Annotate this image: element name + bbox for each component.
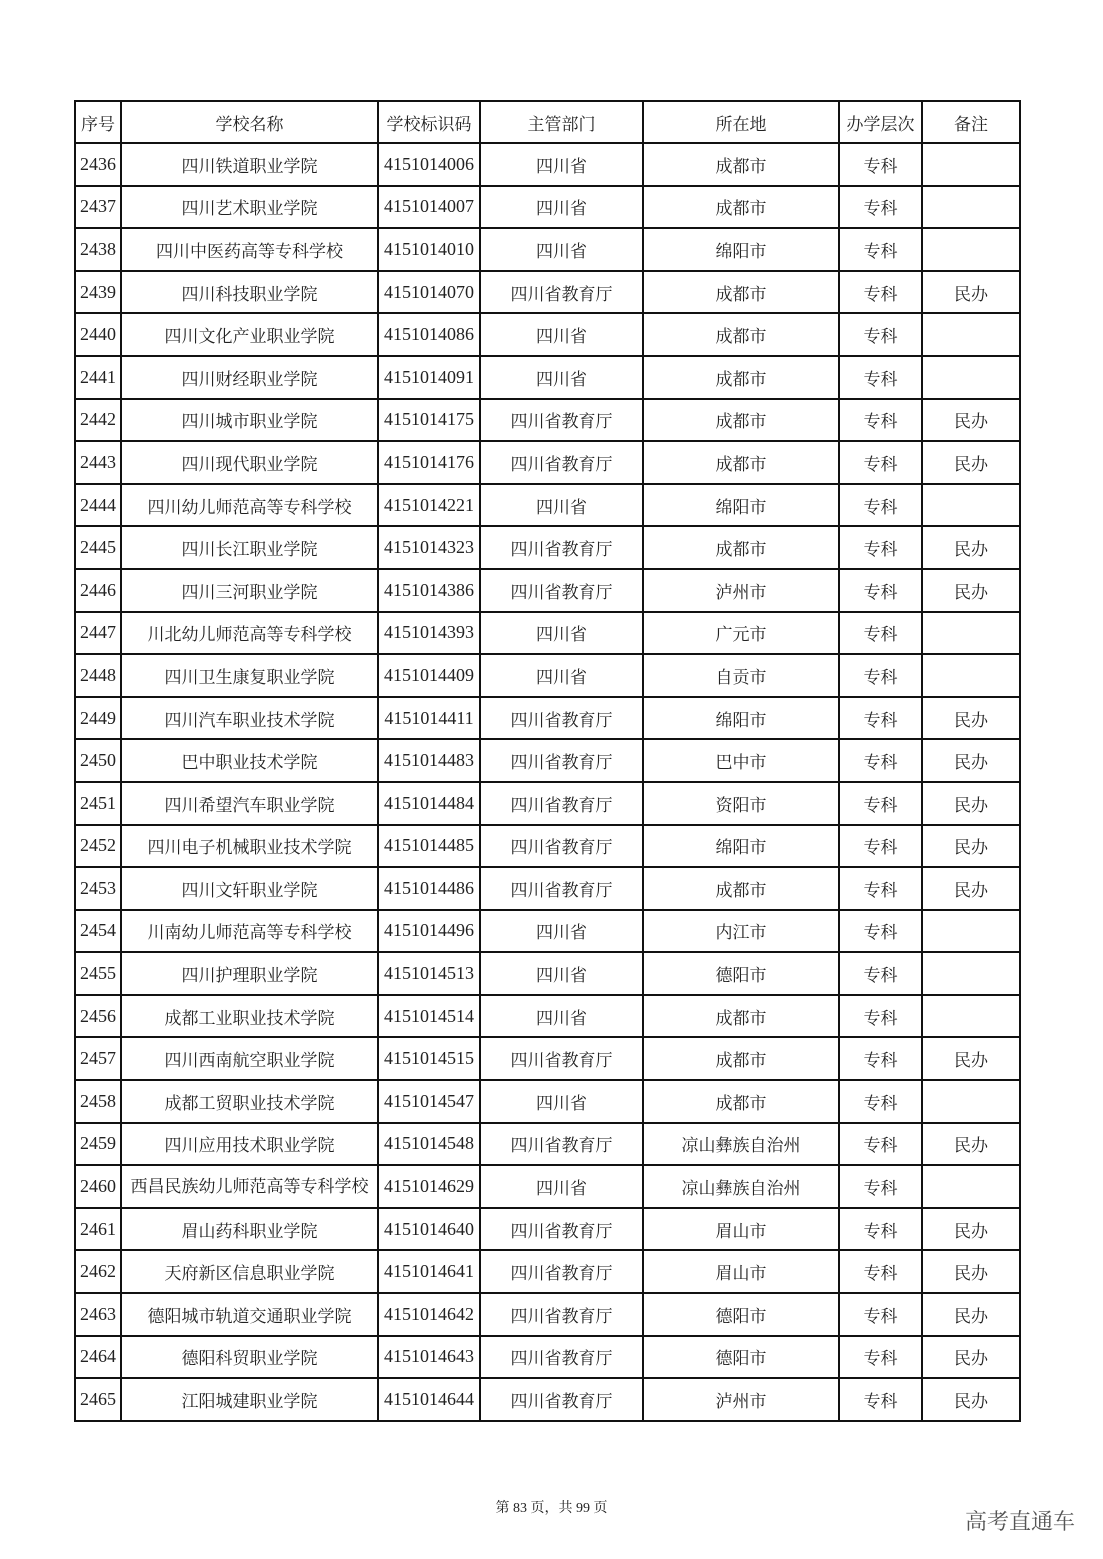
cell-name: 德阳城市轨道交通职业学院	[121, 1293, 378, 1336]
cell-note: 民办	[922, 271, 1020, 314]
header-no: 序号	[75, 101, 121, 143]
cell-location: 德阳市	[643, 1336, 839, 1379]
cell-location: 巴中市	[643, 739, 839, 782]
cell-level: 专科	[839, 526, 922, 569]
cell-location: 眉山市	[643, 1208, 839, 1251]
table-row	[75, 612, 1020, 655]
table-row	[75, 995, 1020, 1038]
cell-code: 4151014007	[378, 186, 480, 229]
table-row	[75, 143, 1020, 186]
cell-code: 4151014483	[378, 739, 480, 782]
table-row	[75, 1123, 1020, 1166]
cell-note: 民办	[922, 825, 1020, 868]
cell-level: 专科	[839, 1123, 922, 1166]
table-row	[75, 1208, 1020, 1251]
cell-no: 2441	[75, 356, 121, 399]
cell-note	[922, 484, 1020, 527]
cell-no: 2454	[75, 910, 121, 953]
cell-note: 民办	[922, 1037, 1020, 1080]
cell-no: 2456	[75, 995, 121, 1038]
cell-level: 专科	[839, 1165, 922, 1208]
cell-location: 成都市	[643, 399, 839, 442]
cell-name: 川北幼儿师范高等专科学校	[121, 612, 378, 655]
cell-level: 专科	[839, 782, 922, 825]
cell-name: 四川长江职业学院	[121, 526, 378, 569]
cell-note: 民办	[922, 697, 1020, 740]
cell-code: 4151014393	[378, 612, 480, 655]
table-row	[75, 441, 1020, 484]
cell-code: 4151014091	[378, 356, 480, 399]
cell-level: 专科	[839, 441, 922, 484]
table-row	[75, 825, 1020, 868]
cell-note	[922, 952, 1020, 995]
cell-level: 专科	[839, 1037, 922, 1080]
cell-name: 川南幼儿师范高等专科学校	[121, 910, 378, 953]
cell-no: 2450	[75, 739, 121, 782]
header-location: 所在地	[643, 101, 839, 143]
table-header-row	[75, 101, 1020, 143]
cell-no: 2458	[75, 1080, 121, 1123]
cell-name: 四川应用技术职业学院	[121, 1123, 378, 1166]
cell-code: 4151014640	[378, 1208, 480, 1251]
cell-no: 2446	[75, 569, 121, 612]
cell-location: 广元市	[643, 612, 839, 655]
watermark: 高考直通车	[964, 1510, 1075, 1535]
cell-location: 绵阳市	[643, 484, 839, 527]
cell-location: 泸州市	[643, 1378, 839, 1421]
cell-dept: 四川省教育厅	[480, 399, 643, 442]
table-row	[75, 1165, 1020, 1208]
cell-name: 四川电子机械职业技术学院	[121, 825, 378, 868]
cell-no: 2453	[75, 867, 121, 910]
cell-dept: 四川省教育厅	[480, 825, 643, 868]
cell-code: 4151014411	[378, 697, 480, 740]
cell-note: 民办	[922, 1293, 1020, 1336]
cell-note	[922, 143, 1020, 186]
cell-level: 专科	[839, 952, 922, 995]
cell-code: 4151014006	[378, 143, 480, 186]
cell-level: 专科	[839, 356, 922, 399]
cell-dept: 四川省教育厅	[480, 441, 643, 484]
cell-no: 2463	[75, 1293, 121, 1336]
cell-dept: 四川省教育厅	[480, 1123, 643, 1166]
cell-name: 四川汽车职业技术学院	[121, 697, 378, 740]
cell-location: 成都市	[643, 441, 839, 484]
cell-location: 德阳市	[643, 1293, 839, 1336]
table-row	[75, 271, 1020, 314]
table-row	[75, 569, 1020, 612]
cell-name: 四川幼儿师范高等专科学校	[121, 484, 378, 527]
cell-level: 专科	[839, 1336, 922, 1379]
cell-name: 成都工贸职业技术学院	[121, 1080, 378, 1123]
table-row	[75, 739, 1020, 782]
cell-level: 专科	[839, 612, 922, 655]
cell-location: 德阳市	[643, 952, 839, 995]
cell-level: 专科	[839, 910, 922, 953]
cell-no: 2440	[75, 313, 121, 356]
cell-code: 4151014642	[378, 1293, 480, 1336]
cell-no: 2436	[75, 143, 121, 186]
cell-dept: 四川省教育厅	[480, 867, 643, 910]
table-row	[75, 1037, 1020, 1080]
cell-code: 4151014221	[378, 484, 480, 527]
cell-no: 2438	[75, 228, 121, 271]
cell-location: 成都市	[643, 1037, 839, 1080]
cell-note	[922, 910, 1020, 953]
cell-no: 2439	[75, 271, 121, 314]
table-row	[75, 313, 1020, 356]
cell-name: 眉山药科职业学院	[121, 1208, 378, 1251]
cell-code: 4151014515	[378, 1037, 480, 1080]
cell-location: 成都市	[643, 1080, 839, 1123]
cell-no: 2462	[75, 1250, 121, 1293]
cell-name: 德阳科贸职业学院	[121, 1336, 378, 1379]
table-row	[75, 356, 1020, 399]
table-row	[75, 1293, 1020, 1336]
cell-dept: 四川省	[480, 654, 643, 697]
header-note: 备注	[922, 101, 1020, 143]
cell-dept: 四川省教育厅	[480, 1208, 643, 1251]
cell-note	[922, 186, 1020, 229]
cell-location: 成都市	[643, 995, 839, 1038]
cell-location: 泸州市	[643, 569, 839, 612]
header-level: 办学层次	[839, 101, 922, 143]
cell-dept: 四川省教育厅	[480, 1250, 643, 1293]
cell-location: 成都市	[643, 313, 839, 356]
cell-location: 凉山彝族自治州	[643, 1123, 839, 1166]
cell-code: 4151014485	[378, 825, 480, 868]
cell-location: 绵阳市	[643, 228, 839, 271]
cell-location: 成都市	[643, 271, 839, 314]
page-footer: 第 83 页，共 99 页	[495, 1501, 608, 1516]
cell-note: 民办	[922, 782, 1020, 825]
cell-dept: 四川省教育厅	[480, 526, 643, 569]
cell-level: 专科	[839, 697, 922, 740]
cell-dept: 四川省教育厅	[480, 1293, 643, 1336]
cell-code: 4151014323	[378, 526, 480, 569]
cell-code: 4151014496	[378, 910, 480, 953]
cell-name: 四川卫生康复职业学院	[121, 654, 378, 697]
cell-name: 四川文轩职业学院	[121, 867, 378, 910]
cell-dept: 四川省	[480, 952, 643, 995]
cell-note: 民办	[922, 1378, 1020, 1421]
header-name: 学校名称	[121, 101, 378, 143]
table-row	[75, 697, 1020, 740]
cell-note	[922, 612, 1020, 655]
cell-code: 4151014643	[378, 1336, 480, 1379]
cell-dept: 四川省	[480, 313, 643, 356]
cell-location: 绵阳市	[643, 825, 839, 868]
cell-name: 四川艺术职业学院	[121, 186, 378, 229]
cell-note: 民办	[922, 441, 1020, 484]
cell-level: 专科	[839, 186, 922, 229]
cell-code: 4151014175	[378, 399, 480, 442]
cell-code: 4151014086	[378, 313, 480, 356]
cell-location: 成都市	[643, 867, 839, 910]
cell-no: 2460	[75, 1165, 121, 1208]
cell-note	[922, 995, 1020, 1038]
table-row	[75, 228, 1020, 271]
cell-dept: 四川省	[480, 612, 643, 655]
cell-level: 专科	[839, 569, 922, 612]
cell-no: 2447	[75, 612, 121, 655]
cell-no: 2465	[75, 1378, 121, 1421]
cell-no: 2455	[75, 952, 121, 995]
cell-dept: 四川省	[480, 356, 643, 399]
cell-no: 2445	[75, 526, 121, 569]
cell-note: 民办	[922, 399, 1020, 442]
cell-name: 天府新区信息职业学院	[121, 1250, 378, 1293]
cell-code: 4151014644	[378, 1378, 480, 1421]
table-row	[75, 399, 1020, 442]
cell-note	[922, 313, 1020, 356]
cell-note: 民办	[922, 739, 1020, 782]
cell-location: 成都市	[643, 186, 839, 229]
table-body	[75, 143, 1020, 1421]
cell-name: 四川现代职业学院	[121, 441, 378, 484]
cell-code: 4151014547	[378, 1080, 480, 1123]
cell-name: 四川中医药高等专科学校	[121, 228, 378, 271]
cell-note	[922, 1080, 1020, 1123]
cell-no: 2444	[75, 484, 121, 527]
cell-note: 民办	[922, 1123, 1020, 1166]
table-row	[75, 910, 1020, 953]
cell-level: 专科	[839, 739, 922, 782]
cell-no: 2437	[75, 186, 121, 229]
cell-location: 眉山市	[643, 1250, 839, 1293]
cell-no: 2457	[75, 1037, 121, 1080]
table-row	[75, 1250, 1020, 1293]
cell-note: 民办	[922, 526, 1020, 569]
cell-dept: 四川省教育厅	[480, 1037, 643, 1080]
cell-dept: 四川省	[480, 228, 643, 271]
cell-location: 自贡市	[643, 654, 839, 697]
cell-note	[922, 654, 1020, 697]
header-dept: 主管部门	[480, 101, 643, 143]
cell-dept: 四川省教育厅	[480, 782, 643, 825]
cell-dept: 四川省教育厅	[480, 1336, 643, 1379]
cell-level: 专科	[839, 484, 922, 527]
table-row	[75, 654, 1020, 697]
cell-dept: 四川省教育厅	[480, 569, 643, 612]
cell-dept: 四川省	[480, 484, 643, 527]
table-row	[75, 1080, 1020, 1123]
cell-name: 西昌民族幼儿师范高等专科学校	[121, 1165, 378, 1208]
table-row	[75, 484, 1020, 527]
cell-code: 4151014548	[378, 1123, 480, 1166]
cell-dept: 四川省	[480, 143, 643, 186]
cell-name: 四川城市职业学院	[121, 399, 378, 442]
cell-code: 4151014486	[378, 867, 480, 910]
cell-location: 凉山彝族自治州	[643, 1165, 839, 1208]
cell-no: 2449	[75, 697, 121, 740]
cell-level: 专科	[839, 313, 922, 356]
cell-no: 2451	[75, 782, 121, 825]
cell-level: 专科	[839, 995, 922, 1038]
cell-dept: 四川省	[480, 910, 643, 953]
table-row	[75, 952, 1020, 995]
cell-level: 专科	[839, 825, 922, 868]
cell-location: 内江市	[643, 910, 839, 953]
table-row	[75, 867, 1020, 910]
table-row	[75, 782, 1020, 825]
cell-level: 专科	[839, 1293, 922, 1336]
cell-code: 4151014641	[378, 1250, 480, 1293]
cell-level: 专科	[839, 143, 922, 186]
cell-note: 民办	[922, 1250, 1020, 1293]
table-row	[75, 1378, 1020, 1421]
cell-level: 专科	[839, 654, 922, 697]
cell-level: 专科	[839, 399, 922, 442]
cell-name: 四川西南航空职业学院	[121, 1037, 378, 1080]
cell-code: 4151014010	[378, 228, 480, 271]
cell-name: 巴中职业技术学院	[121, 739, 378, 782]
cell-dept: 四川省教育厅	[480, 697, 643, 740]
cell-no: 2442	[75, 399, 121, 442]
cell-code: 4151014386	[378, 569, 480, 612]
cell-code: 4151014484	[378, 782, 480, 825]
cell-note: 民办	[922, 867, 1020, 910]
cell-dept: 四川省	[480, 995, 643, 1038]
cell-code: 4151014070	[378, 271, 480, 314]
cell-code: 4151014629	[378, 1165, 480, 1208]
cell-name: 四川护理职业学院	[121, 952, 378, 995]
cell-dept: 四川省	[480, 1080, 643, 1123]
cell-no: 2448	[75, 654, 121, 697]
cell-level: 专科	[839, 867, 922, 910]
cell-note	[922, 356, 1020, 399]
cell-level: 专科	[839, 1080, 922, 1123]
table-row	[75, 1336, 1020, 1379]
cell-note: 民办	[922, 1208, 1020, 1251]
cell-code: 4151014513	[378, 952, 480, 995]
cell-name: 四川文化产业职业学院	[121, 313, 378, 356]
cell-level: 专科	[839, 271, 922, 314]
cell-name: 四川希望汽车职业学院	[121, 782, 378, 825]
header-code: 学校标识码	[378, 101, 480, 143]
cell-note: 民办	[922, 569, 1020, 612]
cell-level: 专科	[839, 1250, 922, 1293]
cell-level: 专科	[839, 1208, 922, 1251]
cell-no: 2464	[75, 1336, 121, 1379]
cell-no: 2461	[75, 1208, 121, 1251]
cell-location: 成都市	[643, 356, 839, 399]
table-row	[75, 526, 1020, 569]
cell-dept: 四川省	[480, 1165, 643, 1208]
cell-dept: 四川省教育厅	[480, 271, 643, 314]
cell-note	[922, 228, 1020, 271]
cell-location: 绵阳市	[643, 697, 839, 740]
cell-no: 2452	[75, 825, 121, 868]
cell-name: 四川财经职业学院	[121, 356, 378, 399]
cell-level: 专科	[839, 228, 922, 271]
cell-dept: 四川省教育厅	[480, 739, 643, 782]
cell-code: 4151014409	[378, 654, 480, 697]
cell-no: 2443	[75, 441, 121, 484]
table-row	[75, 186, 1020, 229]
cell-location: 资阳市	[643, 782, 839, 825]
cell-code: 4151014514	[378, 995, 480, 1038]
cell-code: 4151014176	[378, 441, 480, 484]
cell-dept: 四川省教育厅	[480, 1378, 643, 1421]
cell-name: 四川三河职业学院	[121, 569, 378, 612]
cell-location: 成都市	[643, 526, 839, 569]
cell-dept: 四川省	[480, 186, 643, 229]
cell-level: 专科	[839, 1378, 922, 1421]
cell-name: 江阳城建职业学院	[121, 1378, 378, 1421]
schools-table	[74, 100, 1021, 1422]
cell-no: 2459	[75, 1123, 121, 1166]
cell-name: 四川科技职业学院	[121, 271, 378, 314]
cell-note: 民办	[922, 1336, 1020, 1379]
cell-name: 四川铁道职业学院	[121, 143, 378, 186]
cell-name: 成都工业职业技术学院	[121, 995, 378, 1038]
cell-location: 成都市	[643, 143, 839, 186]
cell-note	[922, 1165, 1020, 1208]
